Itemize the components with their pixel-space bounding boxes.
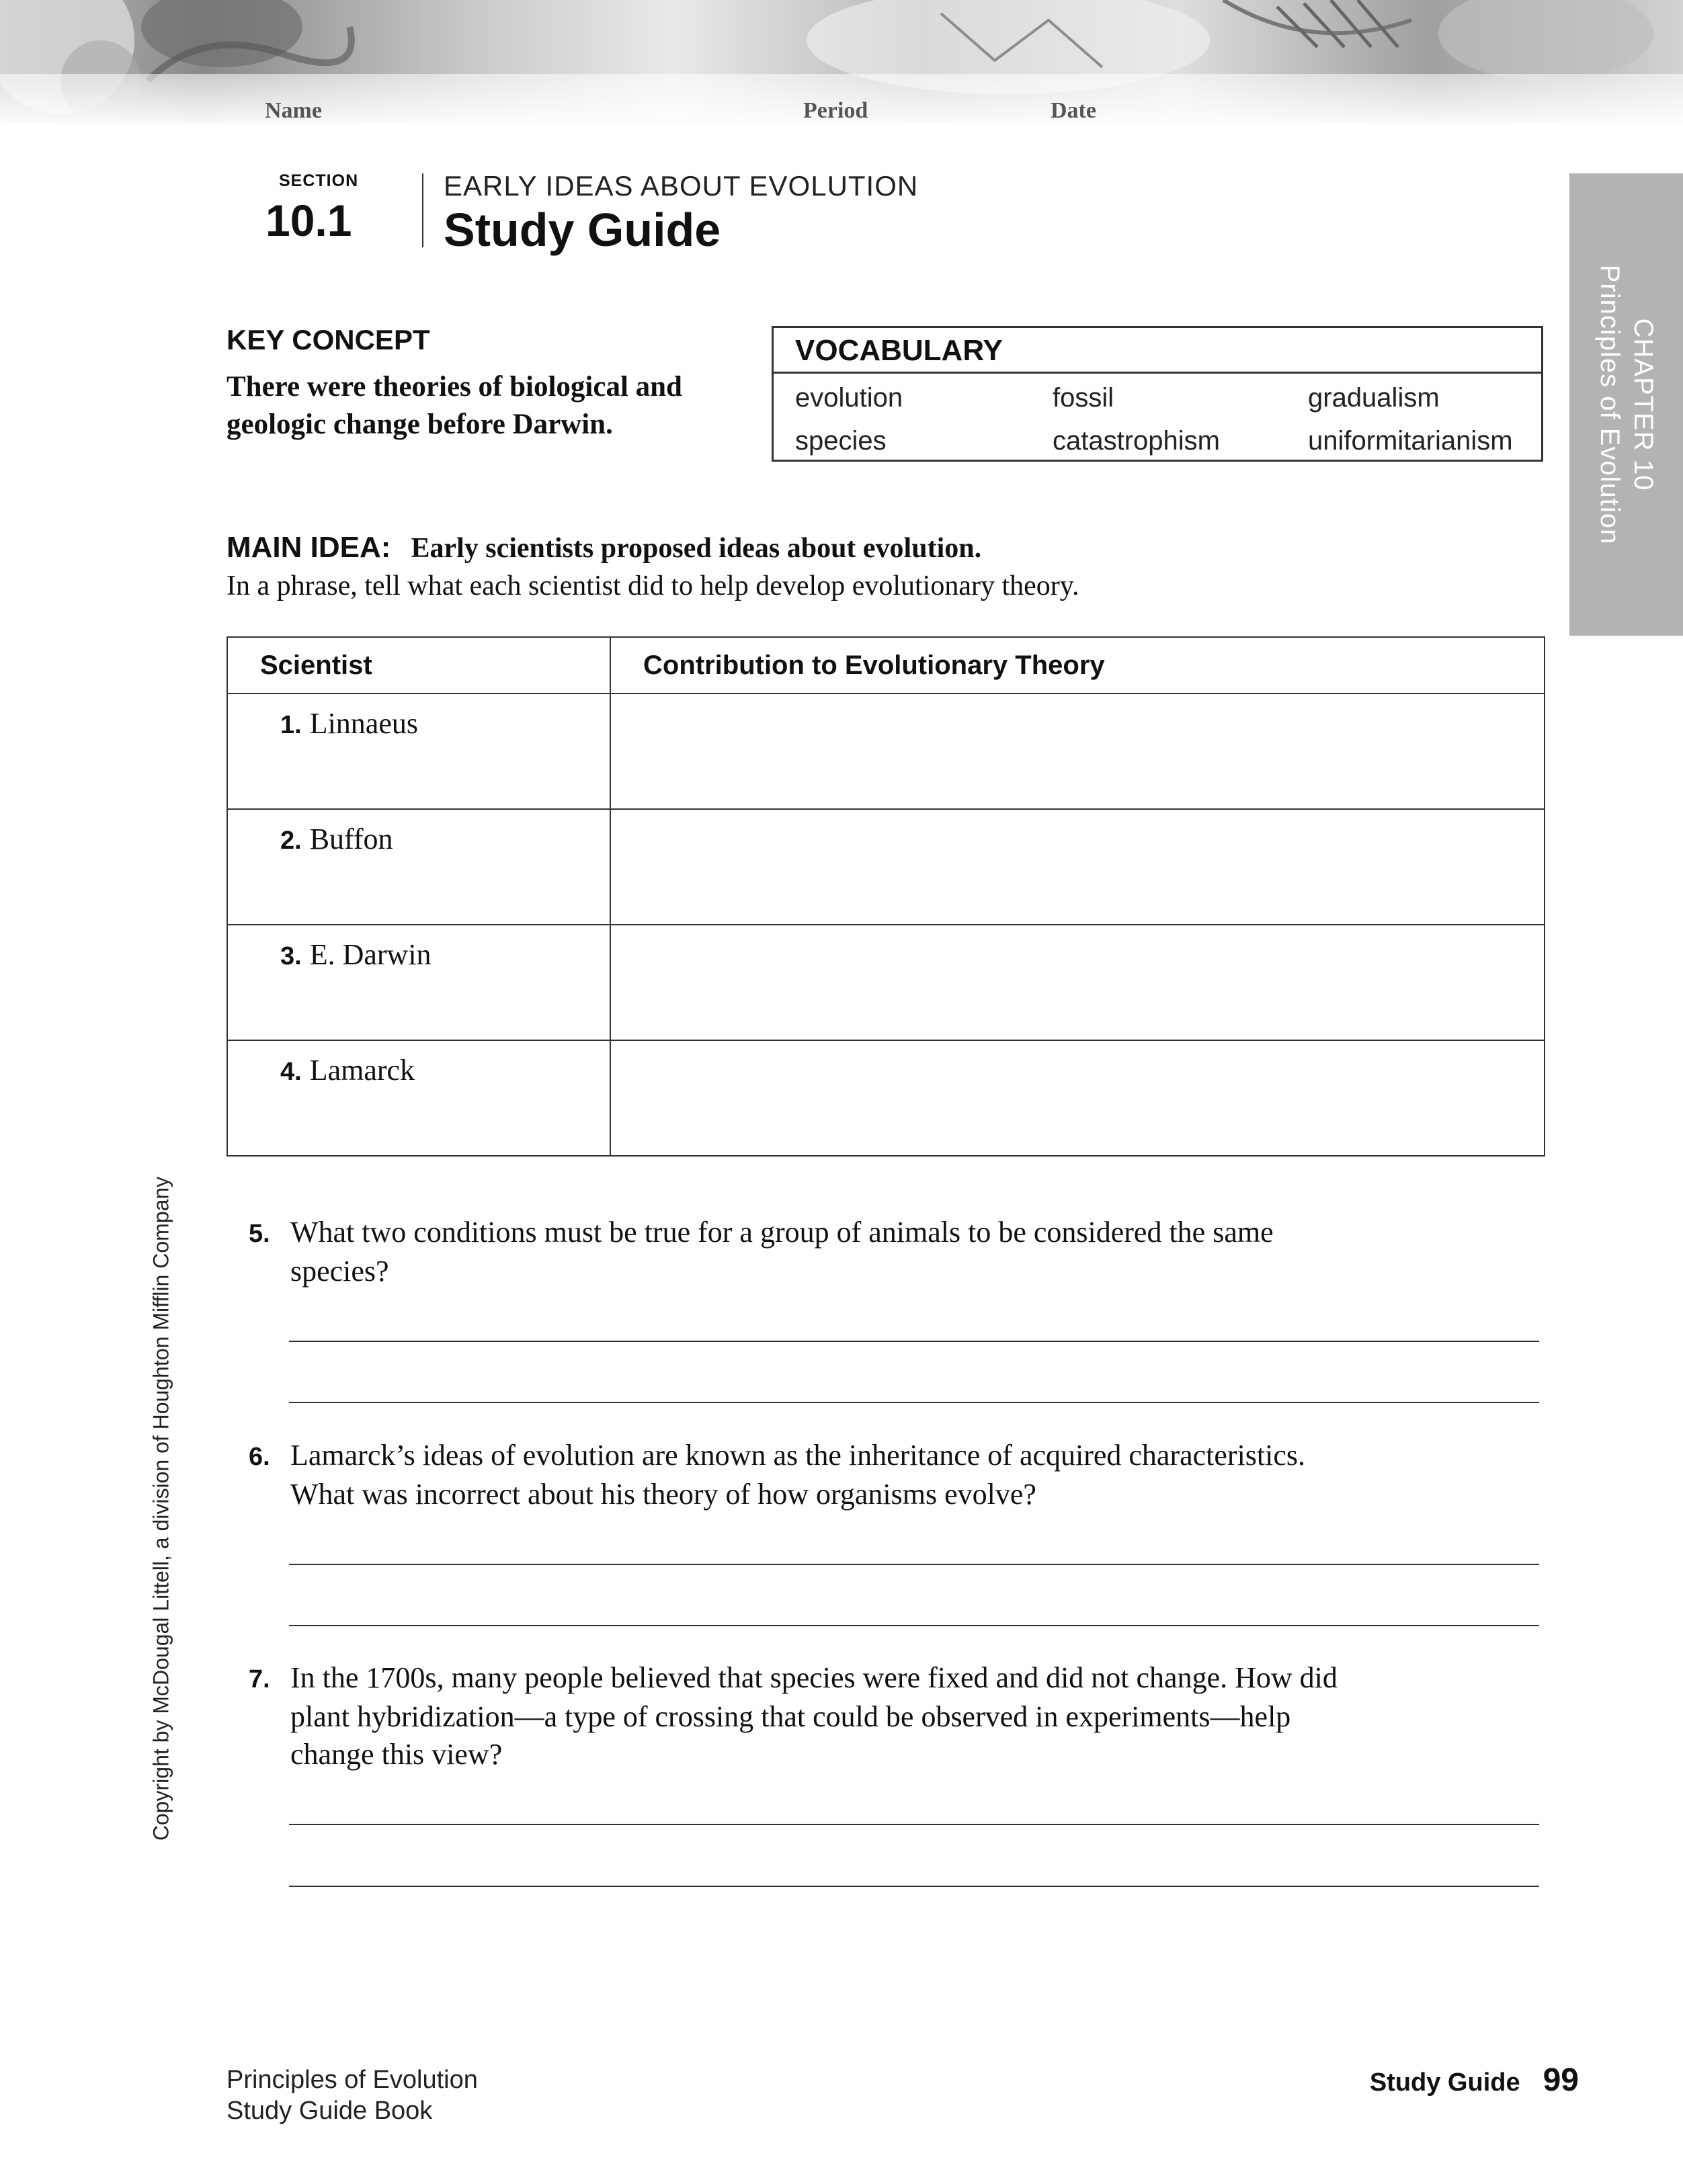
table-row (227, 694, 1545, 809)
item-number: 1. (280, 711, 302, 739)
question-number: 6. (249, 1443, 270, 1471)
chapter-tab-line1: CHAPTER 10 (1629, 318, 1658, 491)
question-text: What two conditions must be true for a group of animals to be considered the same (290, 1216, 1274, 1249)
item-number: 3. (280, 942, 302, 970)
key-concept-text: There were theories of biological and geologic change before Darwin. (227, 371, 682, 440)
vocab-word: fossil (1053, 383, 1114, 413)
question-7 (249, 1659, 1459, 1773)
chapter-tab-line2: Principles of Evolution (1595, 264, 1625, 545)
main-idea-label: MAIN IDEA: (227, 531, 391, 564)
scientist-cell (227, 925, 610, 1040)
answer-line[interactable] (289, 1402, 1539, 1403)
item-number: 4. (280, 1058, 302, 1086)
contribution-answer-cell[interactable] (610, 809, 1545, 925)
copyright-notice: Copyright by McDougal Littell, a division of Houghton Mifflin Company (149, 1176, 173, 1841)
date-label: Date (1051, 98, 1096, 123)
question-text: What was incorrect about his theory of how organisms evolve? (290, 1478, 1036, 1511)
period-label: Period (803, 98, 868, 123)
scientist-name: Lamarck (309, 1054, 415, 1087)
scientist-cell (227, 1040, 610, 1156)
scientist-table (227, 636, 1545, 1157)
vocab-word: gradualism (1308, 383, 1440, 413)
table-row (227, 1040, 1545, 1156)
scientist-name: Buffon (309, 823, 393, 855)
key-concept-heading: KEY CONCEPT (227, 324, 430, 355)
question-text: In the 1700s, many people believed that species were fixed and did not change. How did (290, 1661, 1338, 1694)
answer-line[interactable] (289, 1625, 1539, 1626)
scientist-name: E. Darwin (309, 938, 432, 971)
question-6 (249, 1437, 1459, 1513)
column-header-contribution: Contribution to Evolutionary Theory (610, 637, 1545, 694)
contribution-answer-cell[interactable] (610, 925, 1545, 1040)
scientist-name: Linnaeus (309, 707, 418, 740)
footer-line: Study Guide Book (227, 2097, 433, 2125)
chapter-tab-text (1593, 265, 1660, 545)
footer-study-guide-label: Study Guide (1369, 2068, 1520, 2097)
answer-line[interactable] (289, 1886, 1539, 1887)
main-idea (227, 531, 981, 564)
vocab-word: evolution (795, 383, 903, 413)
section-divider (422, 173, 423, 247)
page-number: 99 (1543, 2062, 1579, 2098)
vocabulary-heading: VOCABULARY (774, 328, 1541, 374)
name-label: Name (265, 98, 322, 123)
footer-line: Principles of Evolution (227, 2066, 478, 2094)
question-text: Lamarck’s ideas of evolution are known as the inheritance of acquired characteristics. (290, 1439, 1306, 1472)
scientist-cell (227, 694, 610, 809)
vocab-word: species (795, 426, 887, 456)
vocabulary-box (772, 326, 1543, 462)
table-row (227, 809, 1545, 925)
section-label: SECTION (279, 171, 359, 190)
vocab-word: catastrophism (1053, 426, 1220, 456)
footer-page-info (1370, 2062, 1579, 2099)
question-text: species? (290, 1255, 389, 1288)
footer-book-info (227, 2064, 478, 2126)
vocab-word: uniformitarianism (1308, 426, 1513, 456)
question-5 (249, 1214, 1459, 1290)
question-number: 5. (249, 1220, 270, 1248)
column-header-scientist: Scientist (227, 637, 610, 694)
main-idea-text: Early scientists proposed ideas about evolution. (411, 533, 982, 564)
question-text: change this view? (290, 1738, 503, 1771)
section-number: 10.1 (265, 196, 352, 245)
answer-line[interactable] (289, 1341, 1539, 1342)
page-title: Study Guide (444, 204, 721, 256)
section-title: EARLY IDEAS ABOUT EVOLUTION (444, 170, 919, 202)
item-number: 2. (280, 827, 302, 855)
table-row (227, 925, 1545, 1040)
scientist-cell (227, 809, 610, 925)
question-text: plant hybridization—a type of crossing that could be observed in experiments—help (290, 1700, 1291, 1733)
contribution-answer-cell[interactable] (610, 1040, 1545, 1156)
answer-line[interactable] (289, 1824, 1539, 1825)
question-number: 7. (249, 1665, 270, 1693)
table-header-row (227, 637, 1545, 694)
table-instruction: In a phrase, tell what each scientist did to help develop evolutionary theory. (227, 571, 1079, 601)
contribution-answer-cell[interactable] (610, 694, 1545, 809)
answer-line[interactable] (289, 1564, 1539, 1565)
